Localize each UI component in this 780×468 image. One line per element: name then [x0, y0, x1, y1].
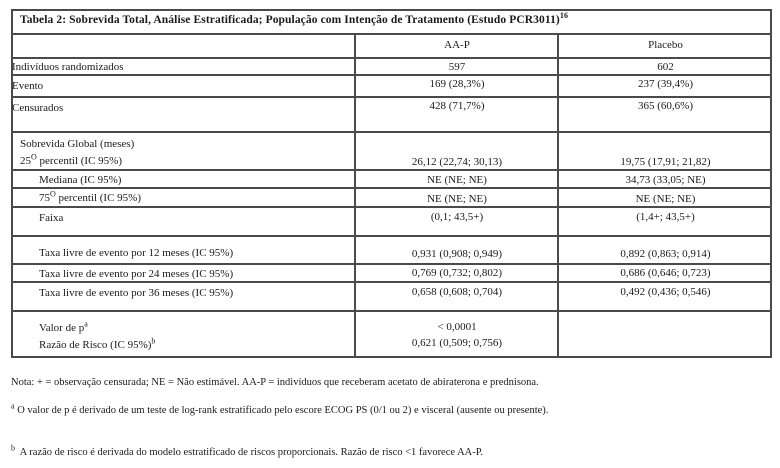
cell-mediana-placebo: 34,73 (33,05; NE) — [625, 174, 706, 186]
footnote-a: $^a$ O valor de p é derivado de um teste de log-rank estratificado pelo escore ECOG PS (0/1 ou 2) e visceral (ausente ou presente). — [11, 401, 549, 416]
cell-taxa24-placebo: 0,686 (0,646; 0,723) — [620, 267, 711, 279]
row-label-valor-p: Valor de $p^a$ — [39, 319, 88, 334]
table-rule — [11, 96, 772, 98]
column-header-placebo: Placebo — [648, 39, 683, 51]
cell-evento-aap: 169 (28,3%) — [429, 78, 485, 90]
cell-censurados-aap: 428 (71,7%) — [429, 100, 485, 112]
table-rule — [11, 187, 772, 189]
table-rule — [11, 33, 772, 35]
table-rule — [11, 235, 772, 237]
row-label-randomizados: Indivíduos randomizados — [12, 61, 124, 73]
table-rule — [11, 169, 772, 171]
table-rule — [11, 310, 772, 312]
column-header-aap: AA-P — [444, 39, 470, 51]
row-label-faixa: Faixa — [39, 212, 64, 224]
table-rule — [11, 131, 772, 133]
table-rule — [11, 356, 772, 358]
table-rule — [11, 57, 772, 59]
cell-p75-aap: NE (NE; NE) — [427, 193, 487, 205]
row-label-taxa24: Taxa livre de evento por 24 meses (IC 95%) — [39, 268, 234, 280]
row-label-p75: $75^O$ percentil (IC 95%) — [39, 189, 141, 204]
table-title: Tabela 2: Sobrevida Total, Análise Estratificada; População com Intenção de Tratamento (Estudo PCR3011)$^{16}$ — [20, 11, 569, 26]
footnote-b: $^b$ A razão de risco é derivada do modelo estratificado de riscos proporcionais. Razão de risco <1 favorece AA-P. — [11, 443, 484, 458]
table-rule — [11, 206, 772, 208]
cell-taxa12-aap: 0,931 (0,908; 0,949) — [411, 248, 503, 260]
row-label-taxa36: Taxa livre de evento por 36 meses (IC 95%) — [39, 287, 234, 299]
cell-taxa36-placebo: 0,492 (0,436; 0,546) — [620, 286, 711, 298]
table-rule — [11, 9, 772, 11]
cell-p25-aap: 26,12 (22,74; 30,13) — [411, 156, 503, 168]
cell-randomizados-placebo: 602 — [657, 61, 674, 73]
cell-p25-placebo: 19,75 (17,91; 21,82) — [620, 156, 711, 168]
table-rule — [11, 281, 772, 283]
table-rule — [11, 263, 772, 265]
cell-razao-aap: 0,621 (0,509; 0,756) — [411, 337, 503, 349]
cell-faixa-placebo: (1,4+; 43,5+) — [636, 211, 695, 223]
cell-evento-placebo: 237 (39,4%) — [638, 78, 693, 90]
cell-p75-placebo: NE (NE; NE) — [635, 193, 696, 205]
row-label-evento: Evento — [12, 80, 44, 92]
cell-randomizados-aap: 597 — [448, 61, 466, 73]
cell-taxa36-aap: 0,658 (0,608; 0,704) — [411, 286, 503, 298]
table-note: Nota: + = observação censurada; NE = Não estimável. AA-P = indivíduos que receberam acetato de abiraterona e prednisona. — [11, 377, 539, 388]
row-label-taxa12: Taxa livre de evento por 12 meses (IC 95%) — [39, 247, 234, 259]
row-label-mediana: Mediana (IC 95%) — [39, 174, 122, 186]
cell-valor-p-aap: < 0,0001 — [437, 321, 477, 333]
cell-taxa24-aap: 0,769 (0,732; 0,802) — [411, 267, 503, 279]
cell-faixa-aap: (0,1; 43,5+) — [430, 211, 484, 223]
row-label-censurados: Censurados — [12, 102, 64, 114]
cell-taxa12-placebo: 0,892 (0,863; 0,914) — [620, 248, 711, 260]
row-label-razao: Razão de Risco (IC 95%)$^b$ — [39, 336, 156, 351]
table-rule — [11, 74, 772, 76]
section-label-sobrevida: Sobrevida Global (meses) — [20, 138, 135, 150]
cell-mediana-aap: NE (NE; NE) — [427, 174, 487, 186]
cell-censurados-placebo: 365 (60,6%) — [638, 100, 693, 112]
row-label-p25: $25^O$ percentil (IC 95%) — [20, 152, 122, 167]
